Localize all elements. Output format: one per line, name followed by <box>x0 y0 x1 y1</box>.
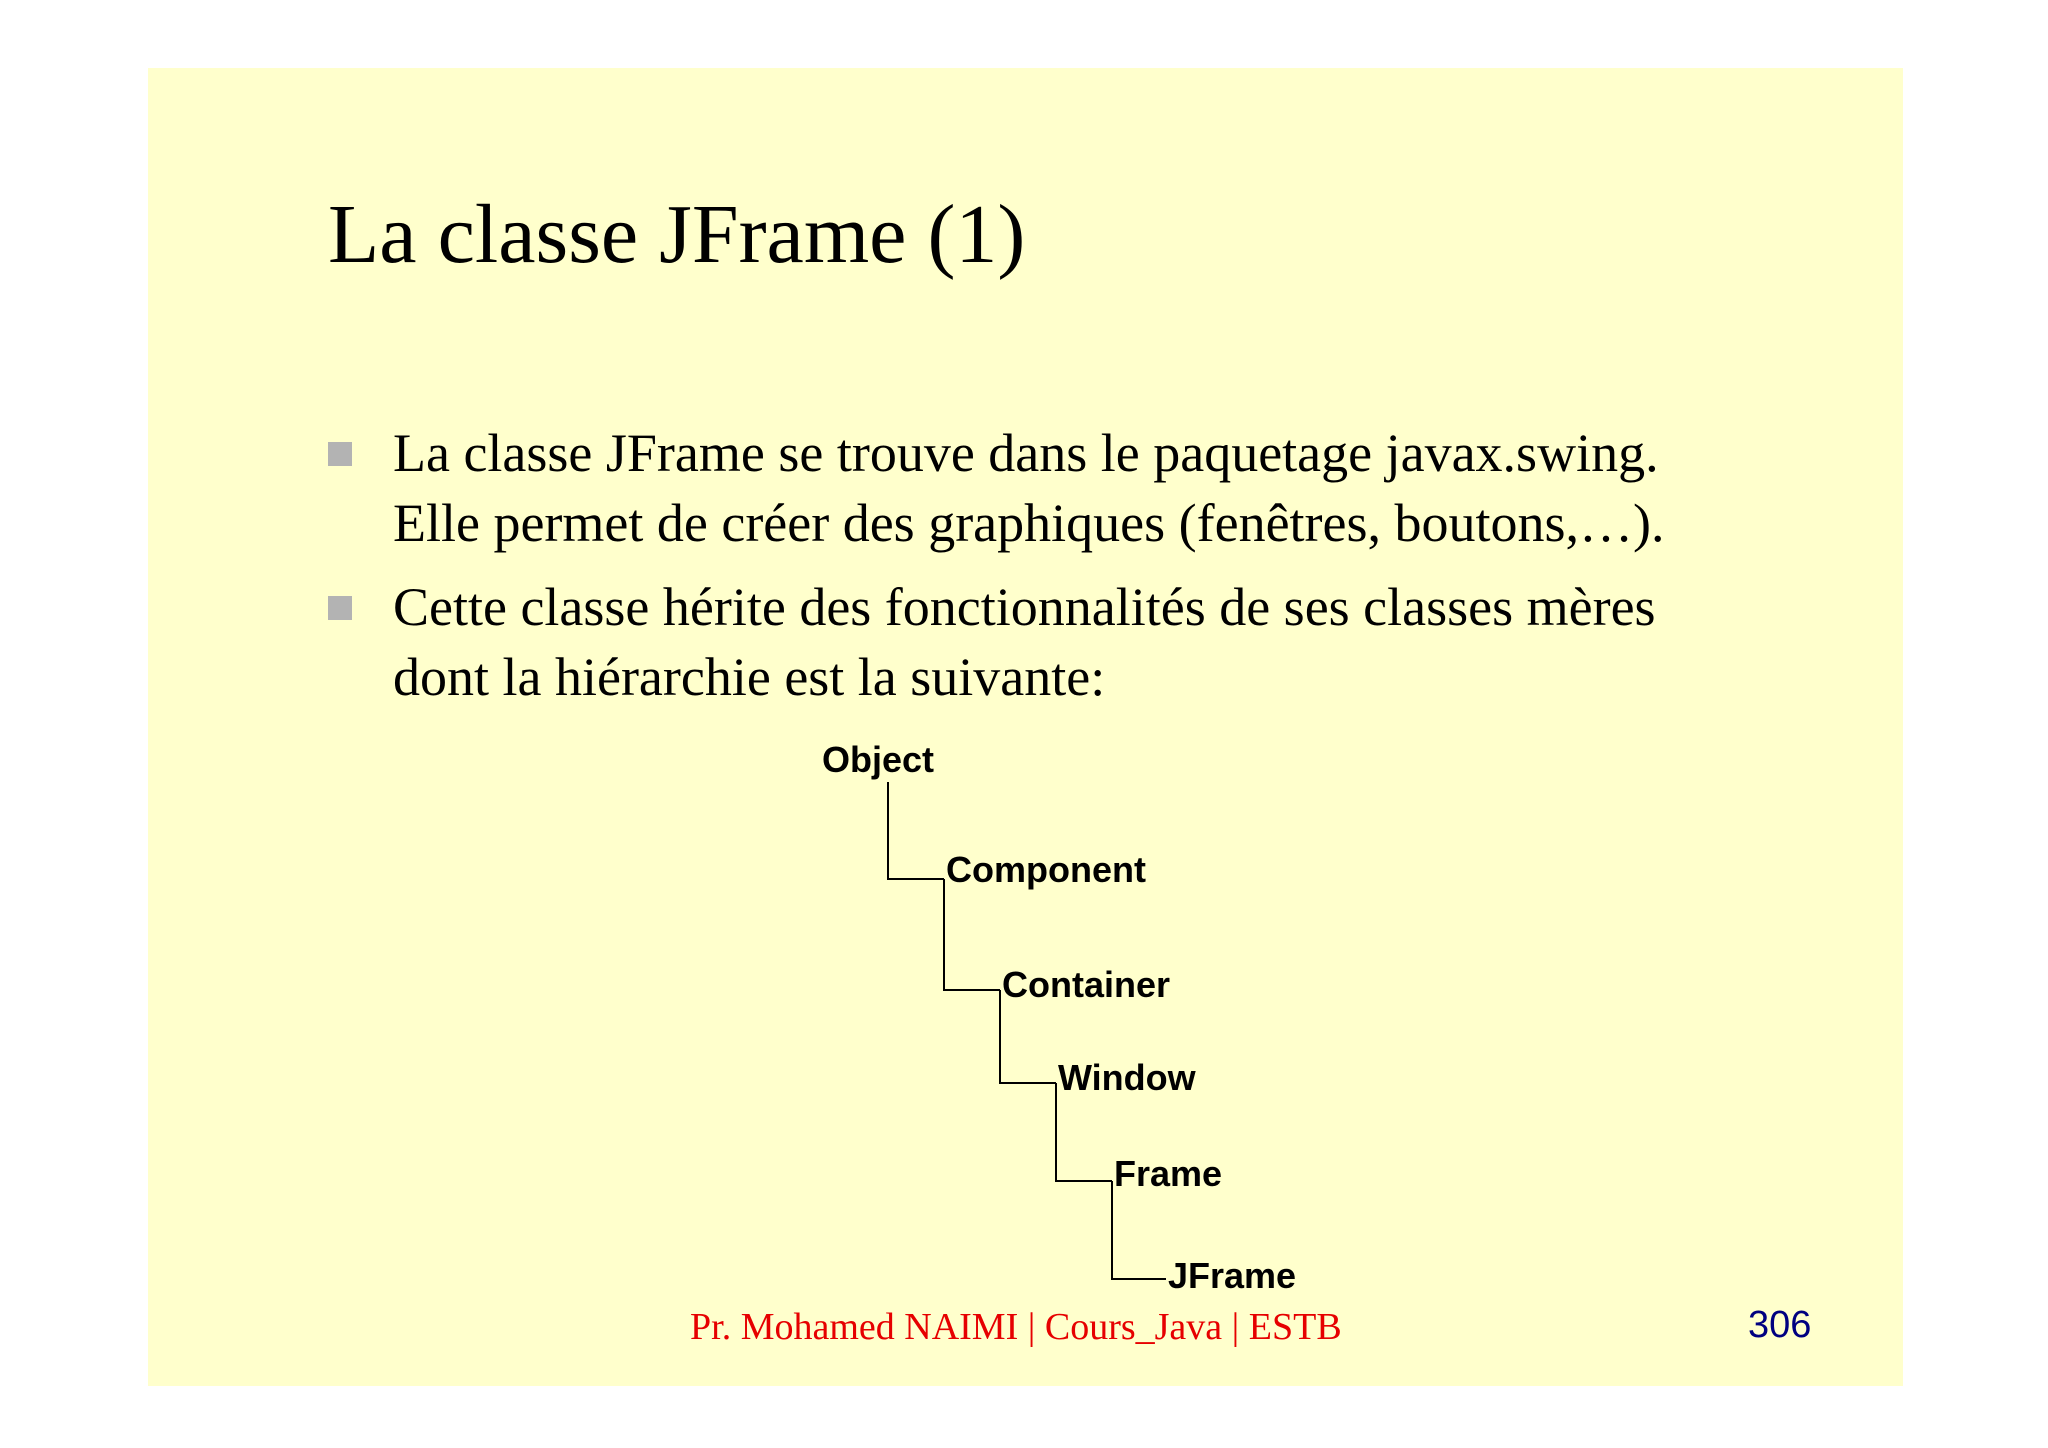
hierarchy-node-object: Object <box>822 739 935 780</box>
bullet-1-line-2: Elle permet de créer des graphiques (fenêtres, boutons,…). <box>393 493 1665 553</box>
hierarchy-node-frame: Frame <box>1114 1153 1223 1194</box>
bullet-2-line-2: dont la hiérarchie est la suivante: <box>393 647 1106 707</box>
bullet-1-line-1: La classe JFrame se trouve dans le paquetage javax.swing. <box>393 423 1659 483</box>
hierarchy-node-component: Component <box>946 849 1146 890</box>
slide-footer: Pr. Mohamed NAIMI | Cours_Java | ESTB <box>690 1306 1342 1348</box>
page-number: 306 <box>1748 1304 1812 1346</box>
hierarchy-node-container: Container <box>1002 964 1171 1005</box>
connector-component-container <box>944 879 1000 990</box>
connector-object-component <box>888 782 944 879</box>
hierarchy-node-window: Window <box>1058 1057 1196 1098</box>
bullet-2-line-1: Cette classe hérite des fonctionnalités de ses classes mères <box>393 577 1656 637</box>
connector-frame-jframe <box>1112 1181 1166 1279</box>
hierarchy-node-jframe: JFrame <box>1168 1255 1297 1296</box>
slide-title: La classe JFrame (1) <box>328 188 1026 281</box>
